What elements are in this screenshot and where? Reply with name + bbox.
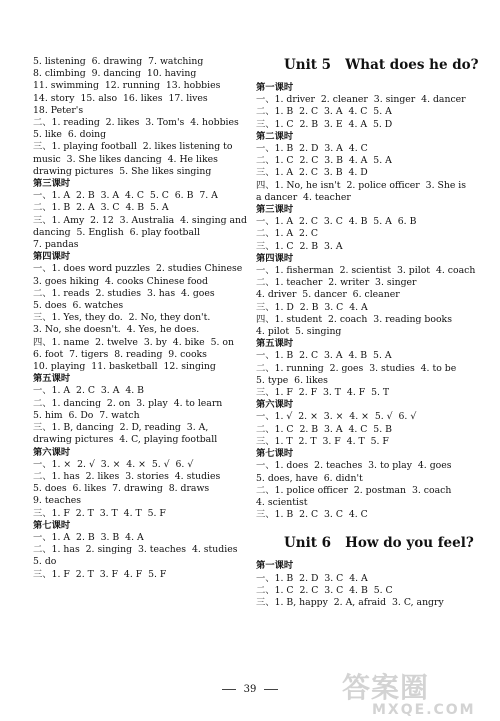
answer-line: 三、1. C 2. B 3. E 4. A 5. D [256, 118, 393, 130]
answer-line: 三、1. C 2. B 3. A [256, 240, 343, 252]
answer-line: drawing pictures 5. She likes singing [33, 165, 212, 177]
answer-line: 7. pandas [33, 239, 79, 251]
answer-line: 一、1. fisherman 2. scientist 3. pilot 4. coach [256, 265, 476, 277]
answer-line: 四、1. name 2. twelve 3. by 4. bike 5. on [33, 336, 234, 348]
lesson-heading: 第五课时 [33, 373, 71, 385]
answer-line: 5. him 6. Do 7. watch [33, 409, 140, 421]
lesson-heading: 第七课时 [33, 519, 71, 531]
lesson-heading: 第一课时 [256, 560, 294, 572]
answer-line: 三、1. B, dancing 2. D, reading 3. A, [33, 422, 209, 434]
answer-line: 四、1. student 2. coach 3. reading books [256, 313, 452, 325]
answer-line: 二、1. reads 2. studies 3. has 4. goes [33, 287, 215, 299]
answer-line: 5. listening 6. drawing 7. watching [33, 56, 204, 67]
answer-line: 4. pilot 5. singing [256, 326, 342, 338]
answer-line: 5. like 6. doing [33, 129, 107, 141]
answer-line: 10. playing 11. basketball 12. singing [33, 361, 216, 373]
answer-line: 三、1. F 2. T 3. T 4. T 5. F [33, 507, 166, 519]
watermark-en: MXQE.COM [372, 702, 476, 718]
answer-line: 4. scientist [256, 496, 308, 508]
unit6-title: Unit 6 How do you feel? [284, 535, 474, 552]
answer-line: 三、1. A 2. C 3. B 4. D [256, 167, 368, 179]
answer-line: 三、1. F 2. F 3. T 4. F 5. T [256, 387, 390, 399]
answer-line: 二、1. B 2. A 3. C 4. B 5. A [33, 202, 169, 214]
answer-line: 三、1. T 2. T 3. F 4. T 5. F [256, 435, 389, 447]
lesson-heading: 第一课时 [256, 82, 294, 93]
answer-line: 一、1. B 2. D 3. C 4. A [256, 572, 368, 584]
lesson-heading: 第二课时 [256, 130, 294, 142]
answer-line: 二、1. C 2. C 3. B 4. A 5. A [256, 155, 392, 167]
answer-line: 一、1. A 2. B 3. A 4. C 5. C 6. B 7. A [33, 190, 218, 202]
answer-line: 三、1. D 2. B 3. C 4. A [256, 301, 368, 313]
answer-line: 一、1. A 2. C 3. C 4. B 5. A 6. B [256, 216, 417, 228]
answer-line: 二、1. running 2. goes 3. studies 4. to be [256, 362, 457, 374]
unit5-answers [256, 82, 488, 521]
answer-line: 二、1. has 2. likes 3. stories 4. studies [33, 470, 221, 482]
right-column [256, 56, 488, 609]
answer-line: music 3. She likes dancing 4. He likes [33, 153, 218, 165]
answer-line: 5. type 6. likes [256, 374, 328, 386]
answer-line: 三、1. B, happy 2. A, afraid 3. C, angry [256, 596, 444, 608]
answer-line: 二、1. A 2. C [256, 228, 318, 240]
watermark-logo [342, 666, 492, 718]
answer-line: 二、1. reading 2. likes 3. Tom's 4. hobbies [33, 117, 239, 129]
answer-line: 9. teaches [33, 495, 82, 507]
answer-line: 8. climbing 9. dancing 10. having [33, 68, 197, 80]
answer-line: dancing 5. English 6. play football [33, 226, 200, 238]
answer-line: 一、1. A 2. C 3. A 4. B [33, 385, 144, 397]
dash-right [264, 689, 278, 690]
answer-line: a dancer 4. teacher [256, 191, 351, 203]
answer-line: 3. No, she doesn't. 4. Yes, he does. [33, 324, 200, 336]
answer-line: 二、1. has 2. singing 3. teaches 4. studies [33, 544, 238, 556]
answer-line: 5. does 6. watches [33, 300, 124, 312]
answer-line: 6. foot 7. tigers 8. reading 9. cooks [33, 348, 207, 360]
watermark-cn: 答案圈 [342, 671, 430, 704]
answer-line: 一、1. A 2. B 3. B 4. A [33, 531, 144, 543]
answer-line: 11. swimming 12. running 13. hobbies [33, 80, 221, 92]
answer-line: 5. does, have 6. didn't [256, 472, 363, 484]
lesson-heading: 第四课时 [33, 251, 71, 263]
answer-line: 3. goes hiking 4. cooks Chinese food [33, 275, 208, 287]
lesson-heading: 第六课时 [33, 446, 71, 458]
lesson-heading: 第三课时 [256, 204, 294, 216]
answer-line: 5. do [33, 556, 57, 568]
answer-line: 一、1. × 2. √ 3. × 4. × 5. √ 6. √ [33, 458, 194, 470]
answer-line: 三、1. playing football 2. likes listening to [33, 141, 233, 153]
answer-line: 18. Peter's [33, 104, 84, 116]
answer-line: 一、1. does 2. teaches 3. to play 4. goes [256, 460, 452, 472]
answer-line: 二、1. dancing 2. on 3. play 4. to learn [33, 397, 223, 409]
answer-line: 二、1. B 2. C 3. A 4. C 5. A [256, 106, 392, 118]
dash-left [222, 689, 236, 690]
answer-line: 一、1. B 2. D 3. A 4. C [256, 143, 368, 155]
answer-line: 一、1. driver 2. cleaner 3. singer 4. dancer [256, 94, 466, 106]
lesson-heading: 第六课时 [256, 399, 294, 411]
left-column [33, 56, 255, 581]
lesson-heading: 第五课时 [256, 338, 294, 350]
answer-line: 二、1. police officer 2. postman 3. coach [256, 484, 452, 496]
answer-line: 二、1. C 2. B 3. A 4. C 5. B [256, 423, 392, 435]
lesson-heading: 第四课时 [256, 252, 294, 264]
answer-line: drawing pictures 4. C, playing football [33, 434, 218, 446]
answer-line: 4. driver 5. dancer 6. cleaner [256, 289, 400, 301]
answer-line: 5. does 6. likes 7. drawing 8. draws [33, 483, 210, 495]
page-number: 39 [243, 684, 257, 695]
lesson-heading: 第三课时 [33, 178, 71, 190]
answer-line: 一、1. does word puzzles 2. studies Chinese [33, 263, 243, 275]
answer-line: 14. story 15. also 16. likes 17. lives [33, 92, 208, 104]
unit5-title: Unit 5 What does he do? [284, 57, 479, 73]
answer-line: 二、1. C 2. C 3. C 4. B 5. C [256, 584, 393, 596]
answer-line: 一、1. B 2. C 3. A 4. B 5. A [256, 350, 392, 362]
answer-line: 三、1. Yes, they do. 2. No, they don't. [33, 312, 211, 324]
lesson-heading: 第七课时 [256, 448, 294, 460]
answer-line: 一、1. √ 2. × 3. × 4. × 5. √ 6. √ [256, 411, 417, 423]
answer-line: 三、1. B 2. C 3. C 4. C [256, 509, 368, 521]
answer-line: 三、1. F 2. T 3. F 4. F 5. F [33, 568, 167, 580]
answer-line: 二、1. teacher 2. writer 3. singer [256, 277, 417, 289]
answer-line: 三、1. Amy 2. 12 3. Australia 4. singing and [33, 214, 247, 226]
answer-line: 四、1. No, he isn't 2. police officer 3. She is [256, 179, 467, 191]
unit6-answers [256, 560, 488, 609]
